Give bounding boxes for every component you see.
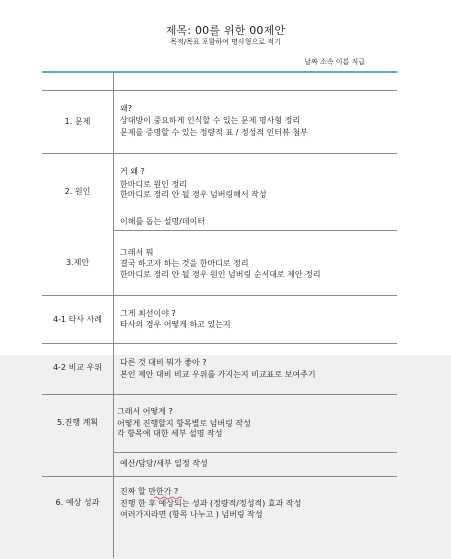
body-line: 한마디로 원인 정리: [120, 180, 187, 189]
table-divider: [42, 476, 397, 477]
body-line: 왜?: [120, 104, 132, 113]
body-line: 본인 제안 대비 비교 우위를 가지는지 비교표로 보여주기: [120, 370, 316, 379]
table-divider: [113, 452, 397, 453]
section-label-cause: 2. 원인: [64, 187, 91, 196]
section-body-outcome: [120, 487, 395, 520]
section-body-cause: [120, 167, 395, 200]
page-title: 제목: 00를 위한 00제안: [165, 24, 286, 37]
body-line: 그게 최선이야 ?: [120, 309, 176, 318]
section-extra-cause: 이해를 돕는 설명/데이터: [120, 217, 206, 226]
body-line: 진짜 할 만한가 ?: [120, 487, 179, 496]
section-label-proposal: 3.제안: [65, 258, 90, 267]
body-line: 문제를 증명할 수 있는 정량적 표 / 정성적 인터뷰 첨부: [120, 128, 308, 137]
body-line: 결국 하고자 하는 것을 한마디로 정리: [120, 259, 249, 268]
body-line: 타사의 경우 어떻게 하고 있는지: [120, 320, 231, 329]
table-divider: [42, 90, 397, 91]
section-label-problem: 1. 문제: [64, 117, 91, 126]
section-label-comparison: 4-2 비교 우위: [52, 363, 103, 372]
table-divider: [42, 153, 397, 154]
body-line: 상대방이 중요하게 인식할 수 있는 문제 명사형 정리: [120, 116, 301, 125]
body-line: 진행 한 후 예상되는 성과 (정량적/정성적) 효과 작성: [120, 499, 302, 508]
shaded-area: [0, 355, 451, 559]
body-line: 여러가지라면 (항목 나누고 ) 넘버링 작성: [120, 510, 263, 519]
page-subtitle: 목적/목표 포함하여 명사형으로 적기: [170, 38, 281, 46]
body-line: 거 왜 ?: [120, 167, 145, 176]
section-extra-plan: 예산/담당/세부 일정 작성: [120, 459, 208, 468]
section-body-competitors: [120, 309, 395, 330]
section-body-comparison: [120, 358, 395, 380]
author-meta: 날짜 소속 이름 직급: [304, 58, 365, 66]
body-line: 그래서 어떻게 ?: [117, 407, 173, 416]
body-line: 다른 것 대비 뭐가 좋아 ?: [120, 358, 207, 367]
section-label-outcome: 6. 예상 성과: [55, 498, 100, 507]
body-line: 어떻게 진행할지 항목별로 넘버링 작성: [117, 419, 251, 428]
section-body-problem: [120, 104, 395, 138]
section-label-competitors: 4-1 타사 사례: [52, 315, 103, 324]
body-line: 한마디로 정리 안 될 경우 원인 넘버링 순서대로 제안 정리: [120, 270, 321, 279]
table-divider: [42, 295, 397, 296]
body-line: 한마디로 정리 안 될 경우 넘버링해서 작성: [120, 190, 267, 199]
section-label-plan: 5.진행 계획: [56, 418, 99, 427]
spellcheck-underline: [154, 496, 184, 500]
table-divider: [42, 343, 397, 344]
body-line: 그래서 뭐: [120, 248, 154, 257]
section-body-proposal: [120, 248, 395, 280]
table-divider: [42, 394, 397, 395]
table-column-divider: [113, 72, 114, 558]
section-body-plan: [117, 407, 392, 439]
table-divider: [113, 230, 397, 231]
body-line: 각 항목에 대한 세부 설명 작성: [117, 429, 223, 438]
table-top-border: [42, 71, 397, 73]
